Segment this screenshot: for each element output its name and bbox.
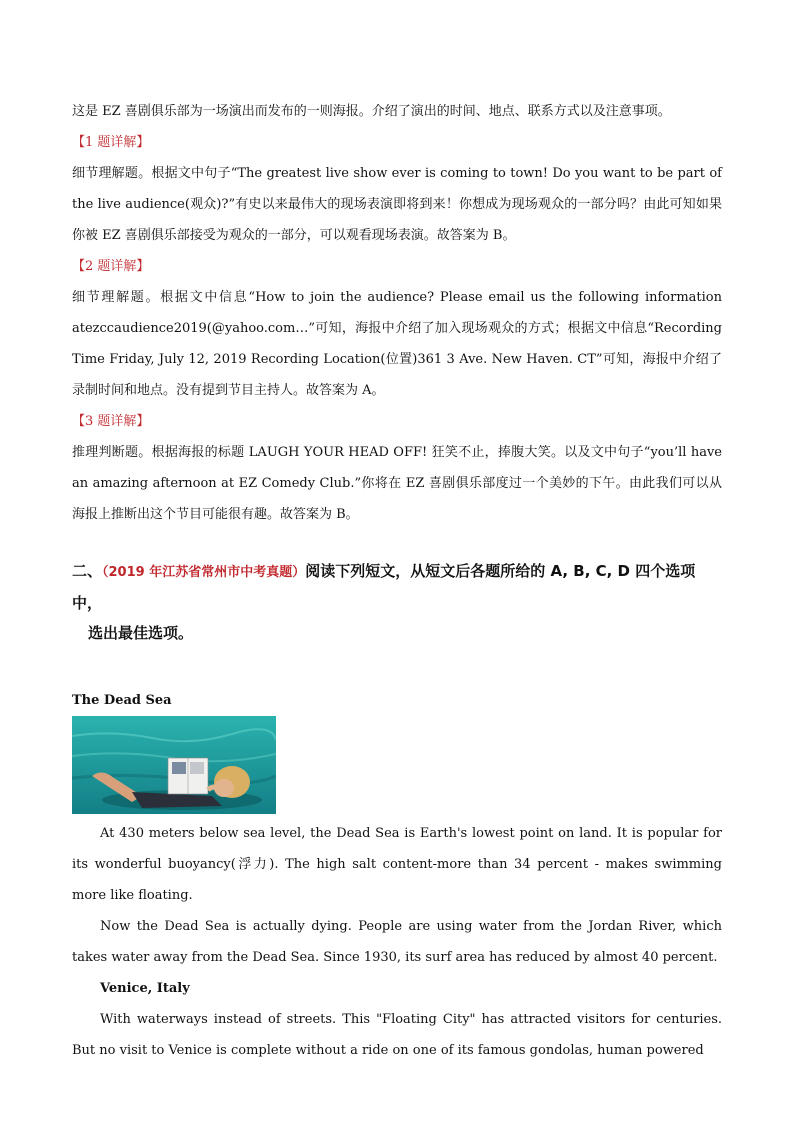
article-paragraph-2: Now the Dead Sea is actually dying. People are using water from the Jordan River, which takes water away from the Dead Sea. Since 1930, its surf area has reduced by almost 40 percent. (72, 919, 722, 965)
article-title: The Dead Sea (72, 693, 172, 708)
section-number: 二、 (72, 562, 103, 580)
intro-paragraph: 这是 EZ 喜剧俱乐部为一场演出而发布的一则海报。介绍了演出的时间、地点、联系方式以及注意事项。 (72, 104, 671, 119)
section-source: （2019 年江苏省常州市中考真题） (102, 565, 306, 580)
q2-explanation: 细节理解题。根据文中信息“How to join the audience? Please email us the following information atezccaudience2019(@yahoo.com…”可知，海报中介绍了加入现场观众的方式；根据文中信息“Recording Time Friday, July 12, 2019 Recording Location(位置)361 3 Ave. New Haven. CT”可知，海报中介绍了录制时间和地点。没有提到节目主持人。故答案为 A。 (72, 290, 722, 398)
document-page (72, 96, 722, 1066)
dead-sea-photo (72, 716, 276, 814)
article-paragraph-3: With waterways instead of streets. This "Floating City" has attracted visitors for centuries. But no visit to Venice is complete without a ride on one of its famous gondolas, human powered (72, 1012, 722, 1058)
q1-explanation: 细节理解题。根据文中句子“The greatest live show ever is coming to town! Do you want to be part of the live audience(观众)?”有史以来最伟大的现场表演即将到来！你想成为现场观众的一部分吗？由此可知如果你被 EZ 喜剧俱乐部接受为观众的一部分，可以观看现场表演。故答案为 B。 (72, 166, 722, 243)
q3-label: 【3 题详解】 (72, 414, 150, 429)
section-2-heading (72, 556, 722, 648)
section-instruction-line1: 阅读下列短文，从短文后各题所给的 A, B, C, D 四个选项中， (72, 562, 696, 612)
q2-label: 【2 题详解】 (72, 259, 150, 274)
section-instruction-line2: 选出最佳选项。 (88, 624, 194, 642)
article-subheading: Venice, Italy (100, 981, 190, 996)
article-paragraph-1: At 430 meters below sea level, the Dead Sea is Earth's lowest point on land. It is popular for its wonderful buoyancy(浮力). The high salt content-more than 34 percent - makes swimming more like floating. (72, 826, 722, 903)
q1-label: 【1 题详解】 (72, 135, 150, 150)
q3-explanation: 推理判断题。根据海报的标题 LAUGH YOUR HEAD OFF! 狂笑不止，捧腹大笑。以及文中句子“you’ll have an amazing afternoon at EZ Comedy Club.”你将在 EZ 喜剧俱乐部度过一个美妙的下午。由此我们可以从海报上推断出这个节目可能很有趣。故答案为 B。 (72, 445, 722, 522)
